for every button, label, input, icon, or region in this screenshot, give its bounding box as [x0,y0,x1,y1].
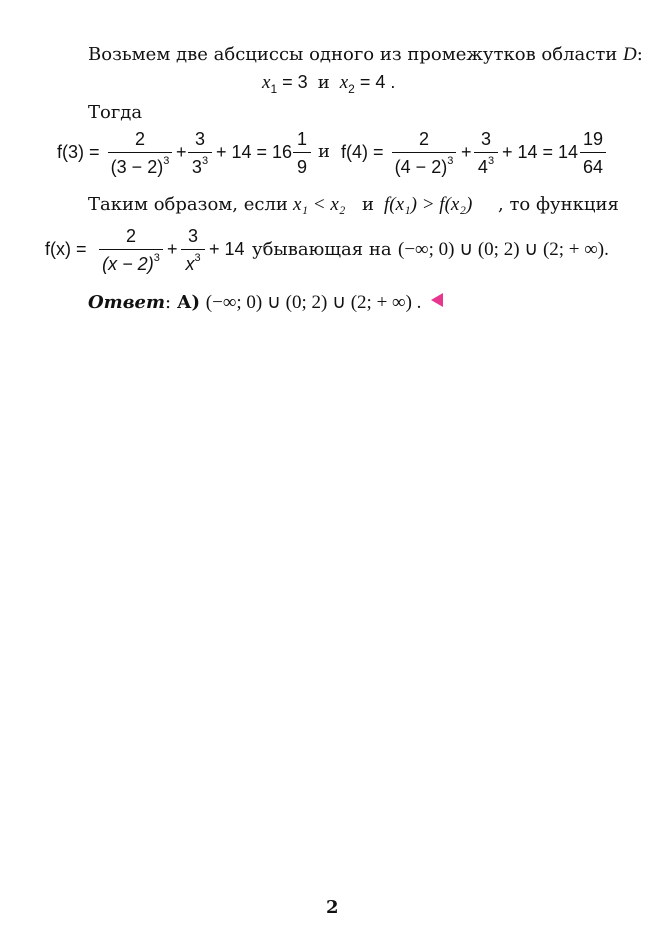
x2-subscript: 2 [348,82,355,96]
thus-line [88,194,288,215]
and-word: и [317,72,330,93]
fx-plus: + [167,239,178,259]
f3-num1: 2 [134,129,145,149]
f4-plus: + [461,142,472,162]
f4-fraction-2 [474,128,498,182]
f4-num1: 2 [418,129,429,149]
condition-f-gt: f(x₁) > f(x₂) [384,194,473,215]
f3-and: и [318,141,330,162]
fx-den1: (x − 2) [102,254,154,274]
x1-value: = 3 [282,72,308,92]
f4-den2: 4 [477,157,488,177]
answer-colon: : [165,292,172,313]
f3-mixed-den: 9 [296,157,307,177]
answer-interval: (−∞; 0) ∪ (0; 2) ∪ (2; + ∞) . [205,292,422,313]
thus-tail: , то функция [498,194,619,215]
f4-num2: 3 [480,129,491,149]
f3-mixed-num: 1 [296,129,307,149]
f3-den2-power: 3 [201,155,209,167]
x2-var: x [339,72,349,93]
thus-text: Таким образом, если [88,194,288,215]
f4-tail: + 14 = 14 [502,142,579,162]
f4-fraction-1 [392,128,456,182]
fx-tail: + 14 [209,239,245,259]
text-line-abscissas [88,44,643,66]
f3-mixed-fraction [293,128,311,179]
f4-mixed-fraction [580,128,606,179]
f3-den1: (3 − 2) [110,157,164,177]
line1-colon: : [636,44,643,65]
f3-den1-power: 3 [163,155,170,167]
f4-den1: (4 − 2) [394,157,448,177]
fx-den2: x [185,254,195,274]
condition-x1-lt-x2: x₁ < x₂ [293,194,346,215]
f3-plus: + [176,142,187,162]
thus-and: и [362,194,374,215]
domain-variable: D [623,44,637,65]
f4-mixed-num: 19 [582,129,604,149]
fx-num1: 2 [125,226,136,246]
f3-num2: 3 [194,129,205,149]
f4-mixed-den: 64 [582,157,604,177]
fx-lhs: f(x) = [45,239,87,259]
fx-fraction-1 [99,225,163,279]
fx-num2: 3 [187,226,198,246]
f3-tail: + 14 = 16 [216,142,293,162]
end-of-solution-marker-icon [431,293,443,307]
line1-text: Возьмем две абсциссы одного из промежутков области [88,44,624,65]
f4-lhs: f(4) = [341,142,384,162]
x1-var: x [262,72,271,93]
x2-value: = 4 . [359,72,396,92]
decreasing-interval: (−∞; 0) ∪ (0; 2) ∪ (2; + ∞). [398,239,609,260]
f4-den2-power: 3 [487,155,495,167]
f4-den1-power: 3 [447,155,454,167]
fx-den2-power: 3 [194,252,201,264]
fx-den1-power: 3 [153,252,160,264]
then-word: Тогда [88,102,143,123]
fx-fraction-2 [181,225,205,279]
answer-line [88,291,421,314]
f3-den2: 3 [191,157,202,177]
f3-fraction-1 [108,128,172,182]
f3-fraction-2 [188,128,212,182]
answer-option: А) [176,292,201,313]
page-number: 2 [326,897,339,918]
f3-lhs: f(3) = [57,142,100,162]
x1-subscript: 1 [270,82,278,96]
abscissa-values [262,72,395,94]
decreasing-text: убывающая на [252,239,392,260]
answer-label: Ответ [88,292,166,313]
